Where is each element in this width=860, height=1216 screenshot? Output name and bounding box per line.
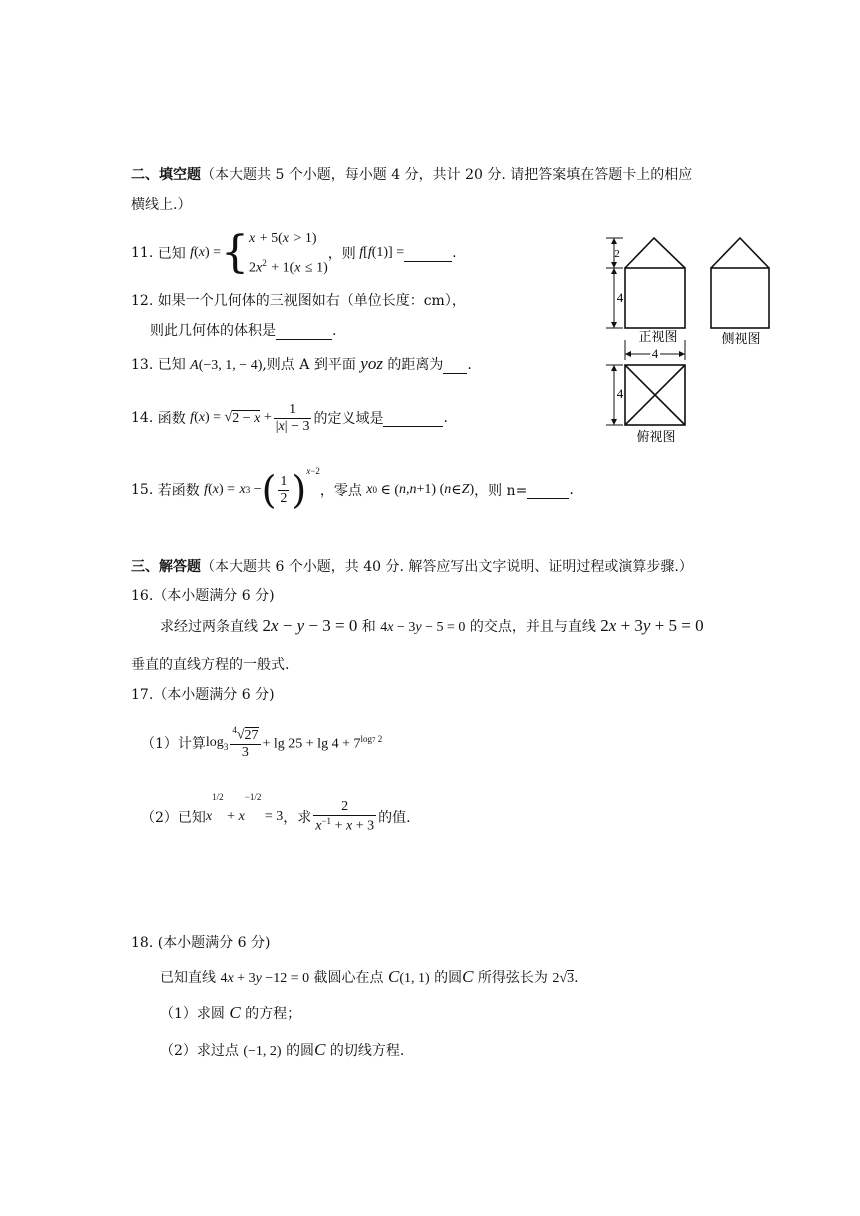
q17-part1: （1）计算 $\log_3$ $\frac{^4√27}{3}$ + $\lg 25 + \lg 4 + 7^{log7 2}$ bbox=[141, 725, 383, 760]
front-view-body bbox=[625, 268, 685, 328]
q18-p1-text-b: 的方程； bbox=[245, 1006, 302, 1022]
three-view-figure bbox=[598, 228, 778, 448]
q15-answer-blank bbox=[527, 482, 569, 499]
q13-tail: 的距离为 bbox=[387, 357, 444, 373]
section3-intro: （本大题共 6 个小题，共 40 分. 解答应写出文字说明、证明过程或演算步骤.） bbox=[201, 559, 693, 575]
q17-p2-label: （2）已知 bbox=[141, 810, 206, 826]
side-view-body bbox=[711, 268, 769, 328]
q13-mid: ,则点 A 到平面 bbox=[262, 357, 356, 373]
q12-text: 则此几何体的体积是 bbox=[150, 323, 276, 339]
q17-p2-tail: 的值. bbox=[378, 810, 411, 826]
dim-4-front: 4 bbox=[616, 290, 624, 305]
q18-text-d: 所得弦长为 bbox=[477, 970, 548, 986]
q18-text-b: 截圆心在点 bbox=[313, 970, 384, 986]
q17-title: 17.（本小题满分 6 分) bbox=[131, 687, 275, 703]
question-13: 13. 已知 A(−3, 1, − 4),则点 A 到平面 yoz 的距离为 . bbox=[131, 354, 472, 373]
question-15: 15. 若函数 f ( x ) = x 3 − ( $\frac{1}{2}$ ) x−2 ，零点 x 0 ∈ ( n , n +1) ( n ∈ Z ) ，则 n= . bbox=[131, 466, 574, 512]
q18-part2: （2）求过点 (−1, 2) 的圆C 的切线方程. bbox=[160, 1040, 405, 1059]
section2-intro: （本大题共 5 个小题，每小题 4 分，共计 20 分. 请把答案填在答题卡上的相应 bbox=[201, 167, 693, 183]
q18-p2-text-a: （2）求过点 bbox=[160, 1043, 239, 1059]
q15-mid: ，零点 bbox=[319, 483, 362, 499]
q18-p1-text-a: （1）求圆 bbox=[160, 1006, 225, 1022]
section2-intro-cont: 横线上.） bbox=[131, 197, 192, 213]
q18-p2-text-b: 的圆 bbox=[286, 1043, 315, 1059]
q14-answer-blank bbox=[383, 410, 443, 427]
q11-text: 已知 bbox=[157, 246, 186, 262]
q15-tail: ，则 n= bbox=[474, 483, 528, 499]
section2-heading: 二、填空题 bbox=[131, 167, 201, 183]
q18-text-a: 已知直线 bbox=[160, 970, 216, 986]
q18-text-c: 的圆 bbox=[434, 970, 463, 986]
q11-answer-blank bbox=[404, 245, 452, 262]
q11-brace: { bbox=[221, 227, 250, 278]
q13-plane: yoz bbox=[360, 354, 383, 373]
question-12-line2: 则此几何体的体积是 . bbox=[150, 323, 337, 339]
question-11: 11. 已知 f ( x ) = { x + 5(x > 1) $2x^2 + 1(x \le 1)$ ，则 f [ f (1)] = . bbox=[131, 228, 457, 278]
q11-number: 11. bbox=[131, 245, 154, 261]
front-view-roof bbox=[625, 238, 685, 268]
q11-function: f bbox=[190, 245, 195, 260]
q18-part1: （1）求圆 C 的方程； bbox=[160, 1003, 302, 1022]
section3-heading-line bbox=[131, 556, 693, 576]
side-view-label: 侧视图 bbox=[721, 332, 761, 347]
question-12-line1: 12. 如果一个几何体的三视图如右（单位长度：cm）， bbox=[131, 293, 466, 309]
q14-tail: 的定义域是 bbox=[313, 411, 384, 427]
q16-line2: 垂直的直线方程的一般式. bbox=[131, 657, 290, 673]
q16-text-a: 求经过两条直线 bbox=[160, 619, 258, 635]
q18-p2-text-c: 的切线方程. bbox=[329, 1043, 405, 1059]
q13-number: 13. bbox=[131, 357, 154, 373]
side-view-roof bbox=[711, 238, 769, 268]
dim-4-top-height: 4 bbox=[616, 386, 624, 401]
q18-line1: 已知直线 4x + 3y −12 = 0 截圆心在点 C(1, 1) 的圆C 所得弦长为 2√3. bbox=[160, 967, 579, 986]
section3-heading: 三、解答题 bbox=[131, 559, 201, 575]
top-view-label: 俯视图 bbox=[636, 430, 676, 445]
q16-line1: 求经过两条直线 2x − y − 3 = 0 和 4x − 3y − 5 = 0 的交点，并且与直线 2x + 3y + 5 = 0 bbox=[160, 616, 704, 635]
q18-title: 18. (本小题满分 6 分) bbox=[131, 935, 271, 951]
q15-number: 15. bbox=[131, 482, 154, 498]
front-view-label: 正视图 bbox=[638, 330, 678, 345]
q12-answer-blank bbox=[276, 323, 332, 340]
q16-text-b: 和 bbox=[361, 619, 376, 635]
dim-4-top-width: 4 bbox=[651, 346, 659, 361]
q16-text-c: 的交点，并且与直线 bbox=[469, 619, 596, 635]
q14-fraction: $\frac{1}{|x| - 3}$ bbox=[275, 401, 310, 434]
q14-number: 14. bbox=[131, 410, 154, 426]
q11-then: ，则 bbox=[327, 246, 356, 262]
q13-text: 已知 bbox=[157, 357, 186, 373]
q13-answer-blank bbox=[443, 357, 467, 374]
q15-text: 若函数 bbox=[157, 483, 200, 499]
dim-2: 2 bbox=[614, 248, 620, 260]
q16-title: 16.（本小题满分 6 分) bbox=[131, 588, 275, 604]
q17-part2: （2）已知 x 1/2 + x −1/2 = 3 ，求 $\frac{2}{x^{-1} + x + 3}$ 的值. bbox=[141, 792, 411, 834]
q17-p1-label: （1）计算 bbox=[141, 736, 206, 752]
q14-text: 函数 bbox=[157, 411, 186, 427]
q17-p2-mid: ，求 bbox=[283, 810, 312, 826]
section2-heading-line bbox=[131, 164, 692, 184]
question-14: 14. 函数 f ( x ) = √ 2 − x + $\frac{1}{|x| - 3}$ 的定义域是 . bbox=[131, 401, 448, 434]
q11-cases: x + 5(x > 1) $2x^2 + 1(x \le 1)$ bbox=[249, 230, 328, 276]
